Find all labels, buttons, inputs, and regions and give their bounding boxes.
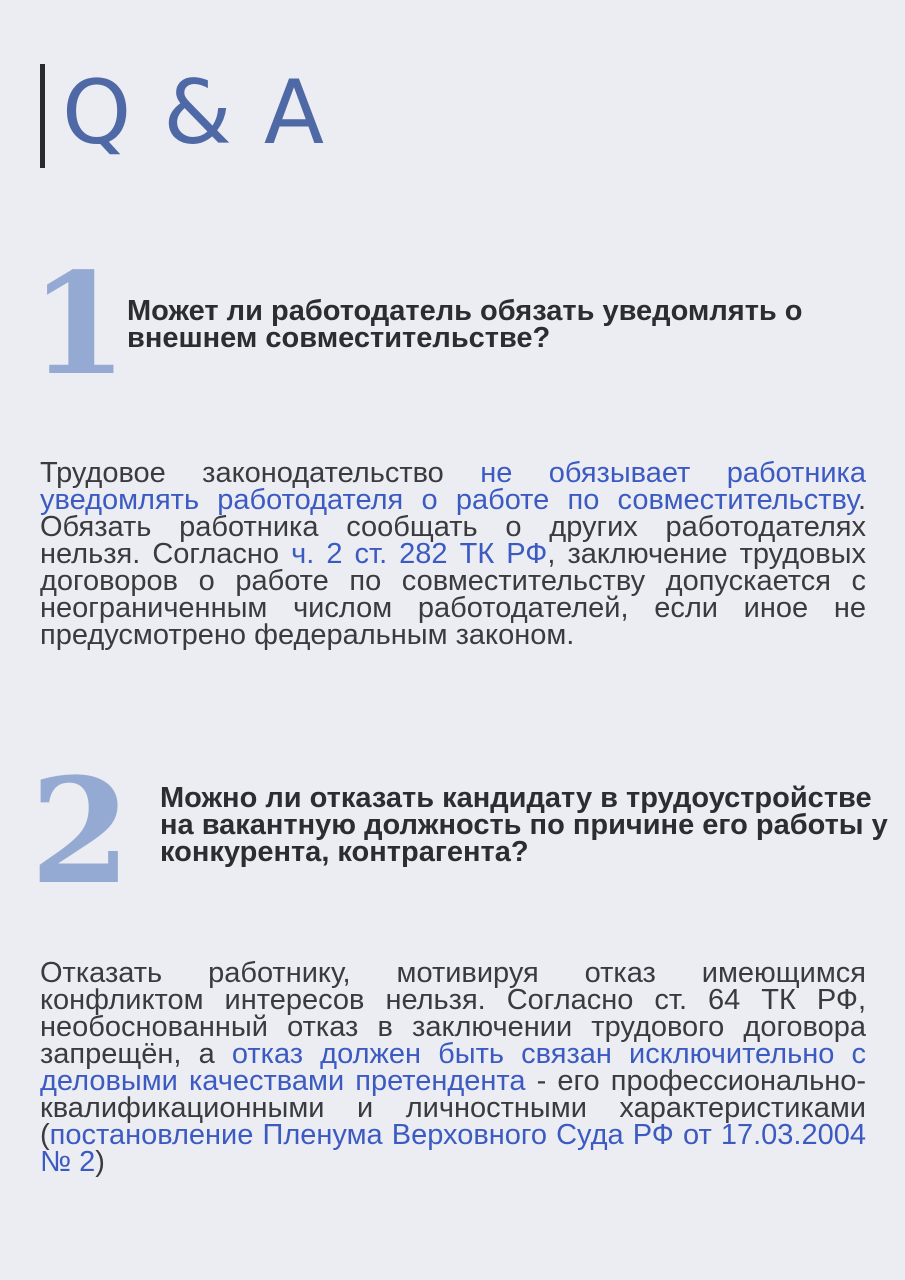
page-title: Q & A	[62, 61, 327, 164]
answer-1-highlight-1[interactable]: не обязывает работника уведомлять работодателя о работе по совместительству	[40, 457, 867, 516]
answer-1	[40, 457, 867, 651]
answer-2-text-1: Отказать работнику, мотивируя отказ имеющимся конфликтом интересов нельзя. Согласно ст. 64 ТК РФ, необоснованный отказ в заключении трудового договора запрещён, а	[40, 957, 866, 1070]
answer-1-text-2: . Обязать работника сообщать о других работодателях нельзя. Согласно	[40, 484, 866, 570]
question-number-1: 1	[30, 243, 128, 407]
question-number-2: 2	[30, 747, 131, 917]
header-accent-bar	[40, 64, 45, 168]
answer-2	[40, 957, 866, 1178]
answer-2-text-3: )	[95, 1146, 105, 1178]
answer-2-text-2: - его профессионально-квалификационными и личностными характеристиками (	[40, 1065, 866, 1151]
answer-1-text-3: , заключение трудовых договоров о работе по совместительству допускается с неограниченным числом работодателей, если иное не предусмотрено федеральным законом.	[40, 538, 867, 651]
answer-1-law-link[interactable]: ч. 2 ст. 282 ТК РФ	[291, 538, 548, 570]
answer-2-law-link[interactable]: постановление Пленума Верховного Суда РФ от 17.03.2004 № 2	[40, 1119, 866, 1178]
answer-2-highlight-1[interactable]: отказ должен быть связан исключительно с деловыми качествами претендента	[40, 1038, 866, 1097]
question-2: Можно ли отказать кандидату в трудоустройстве на вакантную должность по причине его работы у конкурента, контрагента?	[160, 782, 888, 868]
question-1: Может ли работодатель обязать уведомлять о внешнем совместительстве?	[127, 295, 803, 354]
answer-1-text-1: Трудовое законодательство	[40, 457, 481, 489]
